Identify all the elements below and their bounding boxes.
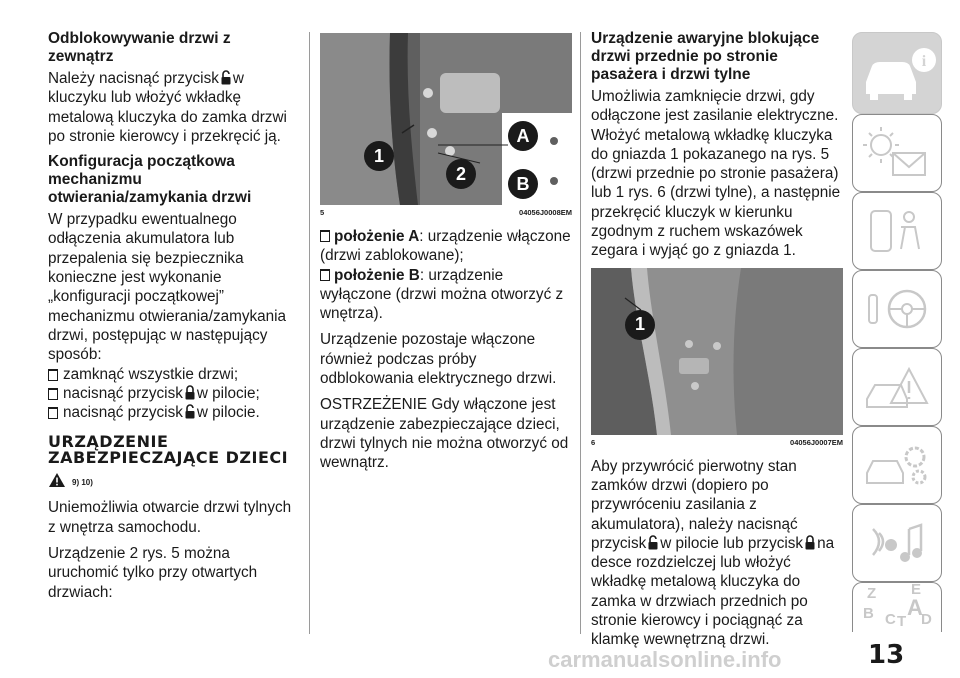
column-1	[48, 30, 300, 609]
unlock-icon	[648, 535, 658, 550]
tab-multimedia[interactable]	[852, 504, 942, 582]
warning-refs: 9) 10)	[72, 478, 93, 488]
steering-wheel-icon	[861, 281, 933, 337]
tab-emergency[interactable]	[852, 348, 942, 426]
bullet-icon	[320, 230, 330, 242]
paragraph: OSTRZEŻENIE Gdy włączone jest urządzenie zabezpieczające dzieci, drzwi tylnych nie można otworzyć od wewnątrz.	[320, 396, 569, 472]
safety-icon	[861, 203, 933, 259]
callout-a	[508, 121, 538, 151]
index-icon	[861, 580, 933, 631]
list-item	[320, 266, 572, 324]
paragraph: Urządzenie pozostaje włączone również podczas próby odblokowania elektrycznego drzwi.	[320, 331, 557, 388]
bullet-icon	[48, 388, 58, 400]
list-item-text: zamknąć wszystkie drzwi;	[63, 365, 239, 383]
figure-6-image	[591, 268, 843, 435]
tab-index[interactable]	[852, 582, 942, 632]
index-letter: A	[907, 594, 923, 620]
emergency-icon	[861, 359, 933, 415]
paragraph-text: na desce rozdzielczej lub włożyć wkładkę metalową kluczyka do zamka w drzwiach przednich po stronie kierowcy i pociągnąć za klamkę wewnętrzną drzwi.	[591, 534, 835, 649]
list-item-text: w pilocie.	[196, 404, 260, 422]
callout-label: 2	[455, 163, 466, 184]
bullet-icon	[48, 369, 58, 381]
bullet-icon	[48, 407, 58, 419]
section-title: URZĄDZENIE ZABEZPIECZAJĄCE DZIECI	[48, 432, 289, 468]
unlock-icon	[221, 70, 231, 85]
index-letter: T	[897, 612, 907, 630]
rear-door-illustration	[591, 268, 843, 435]
paragraph-text: w kluczyku lub włożyć wkładkę metalową kluczyka do zamka drzwi po stronie kierowcy i przekręcić ją.	[48, 70, 287, 145]
column-divider	[309, 32, 310, 634]
tab-safety[interactable]	[852, 192, 942, 270]
list-item-text: w pilocie;	[196, 384, 260, 402]
svg-text:i: i	[921, 53, 927, 70]
paragraph: Umożliwia zamknięcie drzwi, gdy odłączone jest zasilanie elektryczne. Włożyć metalową wkładkę kluczyka do gniazda 1 pokazanego na rys. 5 (drzwi przednie po stronie pasażera) lub 1 rys. 6 (drzwi tylne), a następnie przekręcić kluczyk w kierunku zgodnym z ruchem wskazówek zegara i wyjąć go z gniazda 1.	[591, 88, 841, 260]
figure-caption	[591, 438, 843, 447]
index-letter: E	[911, 580, 922, 598]
paragraph-text: Aby przywrócić pierwotny stan zamków drzwi (dopiero po przywróceniu zasilania z akumulatora), należy nacisnąć przycisk	[591, 457, 798, 552]
list-item-text: : urządzenie włączone (drzwi zablokowane);	[320, 228, 571, 265]
tab-driving[interactable]	[852, 270, 942, 348]
callout-1	[364, 141, 394, 171]
paragraph: W przypadku ewentualnego odłączenia akumulatora lub przepalenia się bezpiecznika konieczne jest wykonanie „konfiguracji początkowej” mechanizmu otwierania/zamykania drzwi, postępując w następujący sposób:	[48, 211, 287, 364]
paragraph-text: Należy nacisnąć przycisk	[48, 70, 219, 87]
list-item-text: nacisnąć przycisk	[63, 404, 183, 422]
list-item	[48, 384, 300, 403]
car-info-icon	[858, 44, 936, 102]
list-item-text: : urządzenie wyłączone (drzwi można otworzyć z wnętrza).	[320, 266, 564, 323]
section-heading: Konfiguracja początkowa mechanizmu otwierania/zamykania drzwi	[48, 153, 252, 207]
callout-label: 1	[634, 314, 645, 335]
maintenance-icon	[861, 437, 933, 493]
callout-label: B	[516, 173, 530, 194]
column-divider	[580, 32, 581, 634]
warning-icon	[48, 472, 66, 488]
paragraph	[48, 69, 300, 146]
figure-caption	[320, 208, 572, 217]
unlock-icon	[185, 404, 195, 419]
figure-5-image	[320, 33, 572, 205]
lock-icon	[185, 385, 195, 400]
list-item-text: nacisnąć przycisk	[63, 384, 183, 402]
list-item-term: położenie A	[334, 228, 420, 245]
figure-number: 5	[320, 208, 325, 217]
list-item	[320, 227, 572, 266]
paragraph: Uniemożliwia otwarcie drzwi tylnych z wnętrza samochodu.	[48, 499, 292, 536]
column-2	[320, 33, 572, 480]
warning-lights-icon	[861, 125, 933, 181]
figure-code: 04056J0008EM	[519, 208, 572, 217]
warning-reference	[48, 472, 300, 488]
paragraph	[591, 457, 843, 650]
index-letter: C	[885, 610, 896, 628]
lock-icon	[805, 535, 815, 550]
list-item	[48, 403, 300, 422]
callout-2	[446, 159, 476, 189]
tab-warning-lights[interactable]	[852, 114, 942, 192]
column-3	[591, 30, 843, 657]
callout-1	[625, 310, 655, 340]
list-item-term: położenie B	[334, 266, 420, 284]
bullet-icon	[320, 269, 330, 281]
tab-maintenance[interactable]	[852, 426, 942, 504]
watermark: carmanualsonline.info	[548, 647, 782, 672]
paragraph-text: w pilocie lub przycisk	[660, 534, 804, 552]
callout-b	[508, 169, 538, 199]
callout-label: A	[516, 125, 530, 146]
multimedia-icon	[861, 515, 933, 571]
paragraph: Urządzenie 2 rys. 5 można uruchomić tylko przy otwartych drzwiach:	[48, 545, 258, 601]
page-number: 13	[868, 640, 905, 670]
index-letter: B	[863, 604, 874, 622]
callout-label: 1	[373, 145, 384, 166]
tab-car-info[interactable]	[852, 32, 942, 114]
index-letter: D	[921, 610, 932, 628]
section-heading: Odblokowywanie drzwi z zewnątrz	[48, 30, 231, 65]
index-letter: Z	[867, 584, 877, 602]
figure-number: 6	[591, 437, 596, 447]
figure-code: 04056J0007EM	[790, 437, 843, 447]
list-item	[48, 365, 300, 384]
section-heading: Urządzenie awaryjne blokujące drzwi przednie po stronie pasażera i drzwi tylne	[591, 30, 820, 83]
